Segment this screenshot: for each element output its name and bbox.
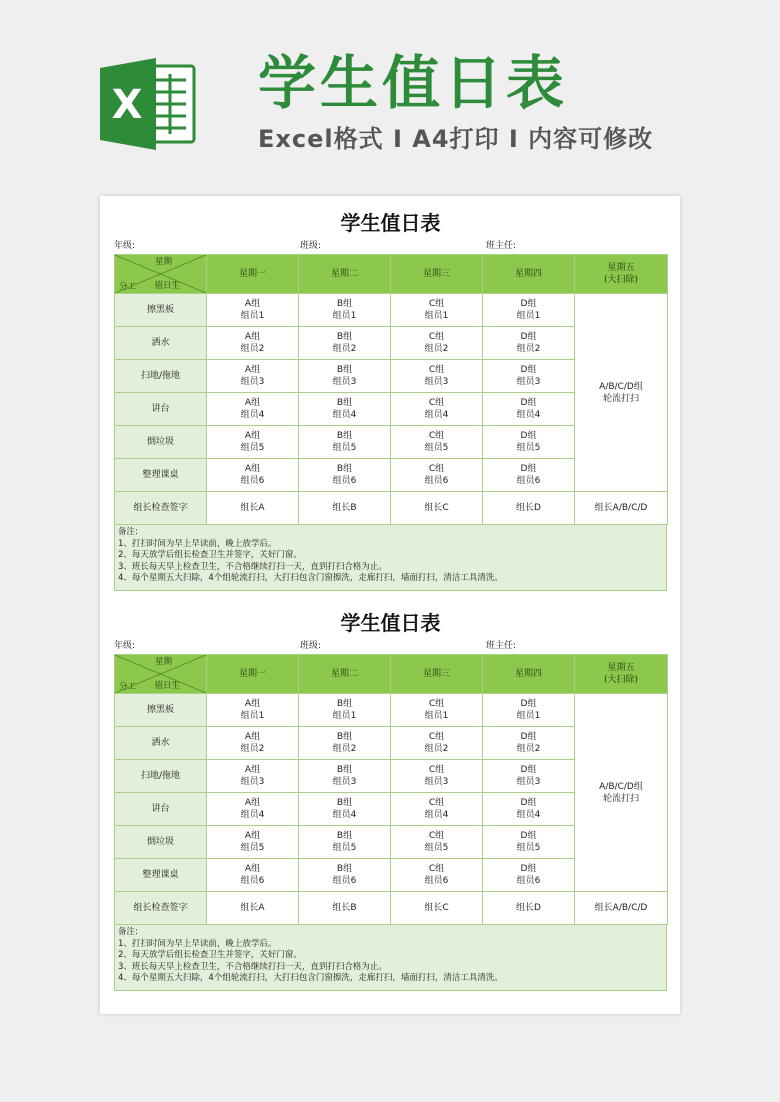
group-label: A组 — [244, 365, 261, 375]
note-line: 4、每个星期五大扫除，4个组轮流打扫，大打扫包含门窗擦洗，走廊打扫，墙面打扫，清洁工具清洗。 — [118, 573, 503, 583]
note-line: 1、打扫时间为早上早读前，晚上放学后。 — [118, 938, 277, 949]
member-label: 组员2 — [240, 744, 265, 754]
group-label: B组 — [336, 299, 353, 309]
member-label: 组员3 — [424, 377, 449, 387]
day-header: 星期一 — [207, 655, 299, 694]
signature-cell: 组长D — [483, 492, 575, 525]
task-cell: 洒水 — [115, 727, 207, 760]
assignment-cell — [391, 859, 483, 892]
banner-subtitle: Excel格式 Ⅰ A4打印 Ⅰ 内容可修改 — [258, 125, 654, 153]
corner-cell — [115, 655, 207, 694]
signature-cell: 组长A — [207, 892, 299, 925]
group-label: A组 — [244, 299, 261, 309]
assignment-cell — [483, 760, 575, 793]
group-label: A组 — [244, 398, 261, 408]
class-label: 班级: — [300, 641, 322, 651]
member-label: 组员6 — [240, 876, 265, 886]
group-label: D组 — [520, 299, 537, 309]
info-row — [114, 638, 667, 654]
document-page — [100, 196, 680, 1014]
note-line: 3、班长每天早上检查卫生，不合格继续打扫一天，直到打扫合格为止。 — [118, 961, 387, 972]
assignment-cell — [299, 360, 391, 393]
member-label: 组员5 — [516, 443, 541, 453]
assignment-cell — [391, 793, 483, 826]
group-label: A组 — [244, 798, 261, 808]
assignment-cell — [299, 859, 391, 892]
task-cell: 讲台 — [115, 393, 207, 426]
member-label: 组员1 — [424, 311, 449, 321]
assignment-cell — [299, 793, 391, 826]
info-row — [114, 238, 667, 254]
sheet-title: 学生值日表 — [340, 611, 441, 635]
logo-letter: X — [111, 82, 143, 128]
group-label: B组 — [336, 864, 353, 874]
member-label: 组员3 — [240, 377, 265, 387]
assignment-cell — [207, 694, 299, 727]
signature-cell: 组长A/B/C/D — [575, 892, 668, 925]
corner-task-label: 分工 — [119, 282, 137, 292]
assignment-cell — [207, 760, 299, 793]
member-label: 组员3 — [332, 377, 357, 387]
group-label: B组 — [336, 398, 353, 408]
group-label: C组 — [428, 765, 445, 775]
assignment-cell — [299, 426, 391, 459]
friday-note: (大扫除) — [603, 275, 639, 285]
note-line: 3、班长每天早上检查卫生，不合格继续打扫一天，直到打扫合格为止。 — [118, 561, 387, 572]
signature-cell: 组长D — [483, 892, 575, 925]
group-label: B组 — [336, 831, 353, 841]
signature-cell: 组长C — [391, 492, 483, 525]
check-label-cell: 组长检查签字 — [115, 892, 207, 925]
assignment-cell — [391, 760, 483, 793]
assignment-cell — [207, 459, 299, 492]
corner-day-label: 星期 — [154, 657, 172, 667]
note-line: 4、每个星期五大扫除，4个组轮流打扫，大打扫包含门窗擦洗，走廊打扫，墙面打扫，清洁工具清洗。 — [118, 973, 503, 983]
task-cell: 倒垃圾 — [115, 426, 207, 459]
task-cell: 擦黑板 — [115, 294, 207, 327]
assignment-cell — [391, 294, 483, 327]
member-label: 组员4 — [240, 810, 265, 820]
day-header: 星期二 — [299, 655, 391, 694]
member-label: 组员5 — [332, 443, 357, 453]
group-label: B组 — [336, 431, 353, 441]
group-label: B组 — [336, 798, 353, 808]
member-label: 组员5 — [332, 843, 357, 853]
group-label: D组 — [520, 332, 537, 342]
group-label: B组 — [336, 365, 353, 375]
signature-cell: 组长B — [299, 492, 391, 525]
member-label: 组员6 — [516, 476, 541, 486]
assignment-cell — [391, 327, 483, 360]
signature-cell: 组长A/B/C/D — [575, 492, 668, 525]
signature-cell: 组长C — [391, 892, 483, 925]
member-label: 组员6 — [332, 876, 357, 886]
member-label: 组员3 — [516, 377, 541, 387]
assignment-cell — [483, 327, 575, 360]
assignment-cell — [483, 826, 575, 859]
member-label: 组员4 — [516, 810, 541, 820]
assignment-cell — [391, 459, 483, 492]
group-label: B组 — [336, 732, 353, 742]
friday-cell — [575, 694, 668, 892]
assignment-cell — [207, 826, 299, 859]
day-header: 星期四 — [483, 255, 575, 294]
member-label: 组员6 — [516, 876, 541, 886]
member-label: 组员2 — [424, 344, 449, 354]
friday-cell — [575, 294, 668, 492]
friday-cell-text: 轮流打扫 — [602, 393, 639, 404]
group-label: C组 — [428, 864, 445, 874]
assignment-cell — [207, 294, 299, 327]
assignment-cell — [483, 793, 575, 826]
group-label: C组 — [428, 332, 445, 342]
duty-table — [114, 654, 668, 925]
group-label: D组 — [520, 765, 537, 775]
member-label: 组员1 — [332, 311, 357, 321]
group-label: C组 — [428, 699, 445, 709]
member-label: 组员1 — [516, 711, 541, 721]
member-label: 组员4 — [240, 410, 265, 420]
member-label: 组员1 — [332, 711, 357, 721]
assignment-cell — [483, 859, 575, 892]
member-label: 组员2 — [332, 344, 357, 354]
group-label: A组 — [244, 332, 261, 342]
assignment-cell — [299, 294, 391, 327]
assignment-cell — [391, 727, 483, 760]
assignment-cell — [483, 694, 575, 727]
assignment-cell — [391, 426, 483, 459]
assignment-cell — [391, 694, 483, 727]
table-header-row — [115, 655, 668, 694]
group-label: D组 — [520, 699, 537, 709]
group-label: A组 — [244, 864, 261, 874]
friday-cell-text: A/B/C/D组 — [599, 381, 643, 392]
assignment-cell — [391, 826, 483, 859]
assignment-cell — [299, 393, 391, 426]
assignment-cell — [299, 826, 391, 859]
member-label: 组员1 — [240, 711, 265, 721]
assignment-cell — [299, 760, 391, 793]
note-line: 2、每天放学后组长检查卫生并签字，关好门窗。 — [118, 950, 302, 960]
table-header-row — [115, 255, 668, 294]
assignment-cell — [207, 327, 299, 360]
assignment-cell — [207, 859, 299, 892]
check-row — [115, 892, 668, 925]
class-label: 班级: — [300, 241, 322, 251]
group-label: C组 — [428, 299, 445, 309]
member-label: 组员2 — [516, 744, 541, 754]
group-label: B组 — [336, 332, 353, 342]
member-label: 组员3 — [516, 777, 541, 787]
day-header: 星期三 — [391, 255, 483, 294]
teacher-label: 班主任: — [486, 641, 517, 651]
assignment-cell — [207, 393, 299, 426]
member-label: 组员1 — [516, 311, 541, 321]
member-label: 组员4 — [332, 410, 357, 420]
task-cell: 整理课桌 — [115, 459, 207, 492]
duty-sheet — [114, 208, 667, 591]
group-label: C组 — [428, 798, 445, 808]
teacher-label: 班主任: — [486, 241, 517, 251]
member-label: 组员1 — [240, 311, 265, 321]
friday-cell-text: A/B/C/D组 — [599, 781, 643, 792]
group-label: A组 — [244, 765, 261, 775]
group-label: A组 — [244, 732, 261, 742]
corner-student-label: 值日生 — [154, 681, 180, 691]
member-label: 组员5 — [516, 843, 541, 853]
group-label: D组 — [520, 464, 537, 474]
group-label: A组 — [244, 699, 261, 709]
member-label: 组员2 — [240, 344, 265, 354]
assignment-cell — [207, 426, 299, 459]
friday-label: 星期五 — [607, 663, 635, 673]
task-cell: 整理课桌 — [115, 859, 207, 892]
group-label: C组 — [428, 365, 445, 375]
task-cell: 洒水 — [115, 327, 207, 360]
group-label: D组 — [520, 864, 537, 874]
group-label: D组 — [520, 831, 537, 841]
check-label-cell: 组长检查签字 — [115, 492, 207, 525]
group-label: C组 — [428, 732, 445, 742]
assignment-cell — [299, 727, 391, 760]
member-label: 组员5 — [424, 843, 449, 853]
notes-heading: 备注: — [118, 927, 138, 937]
assignment-cell — [207, 727, 299, 760]
corner-task-label: 分工 — [119, 682, 137, 692]
member-label: 组员6 — [424, 876, 449, 886]
corner-cell — [115, 255, 207, 294]
friday-cell-text: 轮流打扫 — [602, 793, 639, 804]
member-label: 组员3 — [424, 777, 449, 787]
assignment-cell — [483, 727, 575, 760]
assignment-cell — [299, 459, 391, 492]
grade-label: 年级: — [114, 241, 136, 251]
task-cell: 擦黑板 — [115, 694, 207, 727]
task-cell: 讲台 — [115, 793, 207, 826]
sheet-title: 学生值日表 — [340, 211, 441, 235]
assignment-cell — [391, 393, 483, 426]
member-label: 组员2 — [332, 744, 357, 754]
member-label: 组员6 — [424, 476, 449, 486]
member-label: 组员2 — [516, 344, 541, 354]
assignment-cell — [483, 294, 575, 327]
assignment-cell — [299, 694, 391, 727]
table-row — [115, 294, 668, 327]
group-label: D组 — [520, 732, 537, 742]
day-header: 星期三 — [391, 655, 483, 694]
group-label: C组 — [428, 831, 445, 841]
group-label: D组 — [520, 365, 537, 375]
group-label: D组 — [520, 431, 537, 441]
member-label: 组员3 — [240, 777, 265, 787]
group-label: B组 — [336, 699, 353, 709]
assignment-cell — [207, 793, 299, 826]
assignment-cell — [483, 360, 575, 393]
group-label: C组 — [428, 431, 445, 441]
friday-label: 星期五 — [607, 263, 635, 273]
day-header: 星期一 — [207, 255, 299, 294]
banner-title: 学生值日表 — [258, 49, 569, 117]
friday-header — [575, 255, 668, 294]
group-label: D组 — [520, 798, 537, 808]
member-label: 组员2 — [424, 744, 449, 754]
member-label: 组员4 — [332, 810, 357, 820]
member-label: 组员4 — [424, 410, 449, 420]
friday-header — [575, 655, 668, 694]
member-label: 组员4 — [424, 810, 449, 820]
assignment-cell — [391, 360, 483, 393]
check-row — [115, 492, 668, 525]
member-label: 组员6 — [240, 476, 265, 486]
group-label: D组 — [520, 398, 537, 408]
member-label: 组员1 — [424, 711, 449, 721]
group-label: A组 — [244, 431, 261, 441]
note-line: 2、每天放学后组长检查卫生并签字，关好门窗。 — [118, 550, 302, 560]
signature-cell: 组长B — [299, 892, 391, 925]
duty-sheet — [114, 608, 667, 991]
duty-table — [114, 254, 668, 525]
note-line: 1、打扫时间为早上早读前，晚上放学后。 — [118, 538, 277, 549]
friday-note: (大扫除) — [603, 675, 639, 685]
assignment-cell — [483, 459, 575, 492]
group-label: B组 — [336, 464, 353, 474]
group-label: A组 — [244, 831, 261, 841]
assignment-cell — [207, 360, 299, 393]
member-label: 组员6 — [332, 476, 357, 486]
notes-box — [114, 925, 667, 991]
task-cell: 扫地/拖地 — [115, 760, 207, 793]
notes-heading: 备注: — [118, 527, 138, 537]
task-cell: 扫地/拖地 — [115, 360, 207, 393]
corner-student-label: 值日生 — [154, 281, 180, 291]
day-header: 星期二 — [299, 255, 391, 294]
table-row — [115, 694, 668, 727]
group-label: A组 — [244, 464, 261, 474]
corner-day-label: 星期 — [154, 257, 172, 267]
task-cell: 倒垃圾 — [115, 826, 207, 859]
member-label: 组员5 — [424, 443, 449, 453]
member-label: 组员5 — [240, 443, 265, 453]
member-label: 组员5 — [240, 843, 265, 853]
member-label: 组员3 — [332, 777, 357, 787]
assignment-cell — [299, 327, 391, 360]
excel-logo-icon — [100, 58, 198, 150]
notes-box — [114, 525, 667, 591]
group-label: C组 — [428, 464, 445, 474]
signature-cell: 组长A — [207, 492, 299, 525]
assignment-cell — [483, 426, 575, 459]
grade-label: 年级: — [114, 641, 136, 651]
assignment-cell — [483, 393, 575, 426]
group-label: B组 — [336, 765, 353, 775]
day-header: 星期四 — [483, 655, 575, 694]
member-label: 组员4 — [516, 410, 541, 420]
group-label: C组 — [428, 398, 445, 408]
